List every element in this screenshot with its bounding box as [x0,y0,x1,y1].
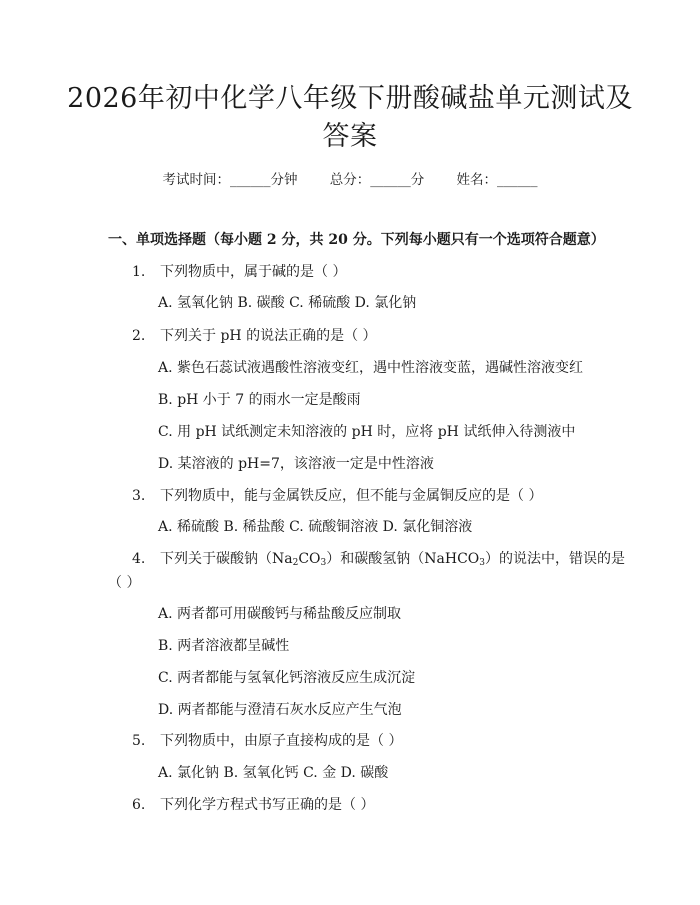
question-2-option-d: D. 某溶液的 pH=7，该溶液一定是中性溶液 [158,456,434,472]
question-2-option-b: B. pH 小于 7 的雨水一定是酸雨 [158,392,361,408]
question-2-option-a: A. 紫色石蕊试液遇酸性溶液变红，遇中性溶液变蓝，遇碱性溶液变红 [158,360,584,376]
exam-meta [0,168,700,188]
question-number: 4. [132,551,146,567]
total-score: 总分：______分 [329,172,425,188]
question-4-option-c: C. 两者都能与氢氧化钙溶液反应生成沉淀 [158,670,416,686]
subscript: 2 [292,558,299,568]
question-5 [132,730,402,750]
question-2 [132,325,377,345]
question-4-option-a: A. 两者都可用碳酸钙与稀盐酸反应制取 [158,606,402,622]
question-3 [132,485,542,505]
question-number: 1. [132,264,146,280]
student-name: 姓名：______ [456,172,538,188]
question-2-option-c: C. 用 pH 试纸测定未知溶液的 pH 时，应将 pH 试纸伸入待测液中 [158,424,576,440]
question-text-part: 下列关于碳酸钠（Na [160,551,293,567]
subscript: 3 [479,558,486,568]
question-4-option-b: B. 两者溶液都呈碱性 [158,638,290,654]
question-4-blank: （ ） [108,575,141,591]
question-text: 下列物质中，属于碱的是（ ） [160,264,347,280]
question-4-option-d: D. 两者都能与澄清石灰水反应产生气泡 [158,702,402,718]
question-3-options: A. 稀硫酸 B. 稀盐酸 C. 硫酸铜溶液 D. 氯化铜溶液 [158,519,473,535]
question-number: 6. [132,797,146,813]
question-1 [132,261,346,281]
question-number: 5. [132,733,146,749]
question-1-options: A. 氢氧化钠 B. 碳酸 C. 稀硫酸 D. 氯化钠 [158,295,417,311]
question-text: 下列物质中，由原子直接构成的是（ ） [160,733,403,749]
question-text-part: ）和碳酸氢钠（NaHCO [326,551,480,567]
document-title: 2026年初中化学八年级下册酸碱盐单元测试及答案 [67,83,633,152]
question-5-options: A. 氯化钠 B. 氢氧化钙 C. 金 D. 碳酸 [158,765,389,781]
exam-time: 考试时间：______分钟 [162,172,298,188]
section-heading: 一、单项选择题（每小题 2 分，共 20 分。下列每小题只有一个选项符合题意） [108,232,605,248]
question-number: 2. [132,328,146,344]
question-4 [132,548,625,568]
subscript: 3 [320,558,327,568]
question-text: 下列关于 pH 的说法正确的是（ ） [160,328,377,344]
question-text: 下列化学方程式书写正确的是（ ） [160,797,375,813]
question-6 [132,794,374,814]
question-text-part: CO [298,551,321,567]
question-text-part: ）的说法中，错误的是 [485,551,626,567]
question-text: 下列物质中，能与金属铁反应，但不能与金属铜反应的是（ ） [160,488,543,504]
question-number: 3. [132,488,146,504]
